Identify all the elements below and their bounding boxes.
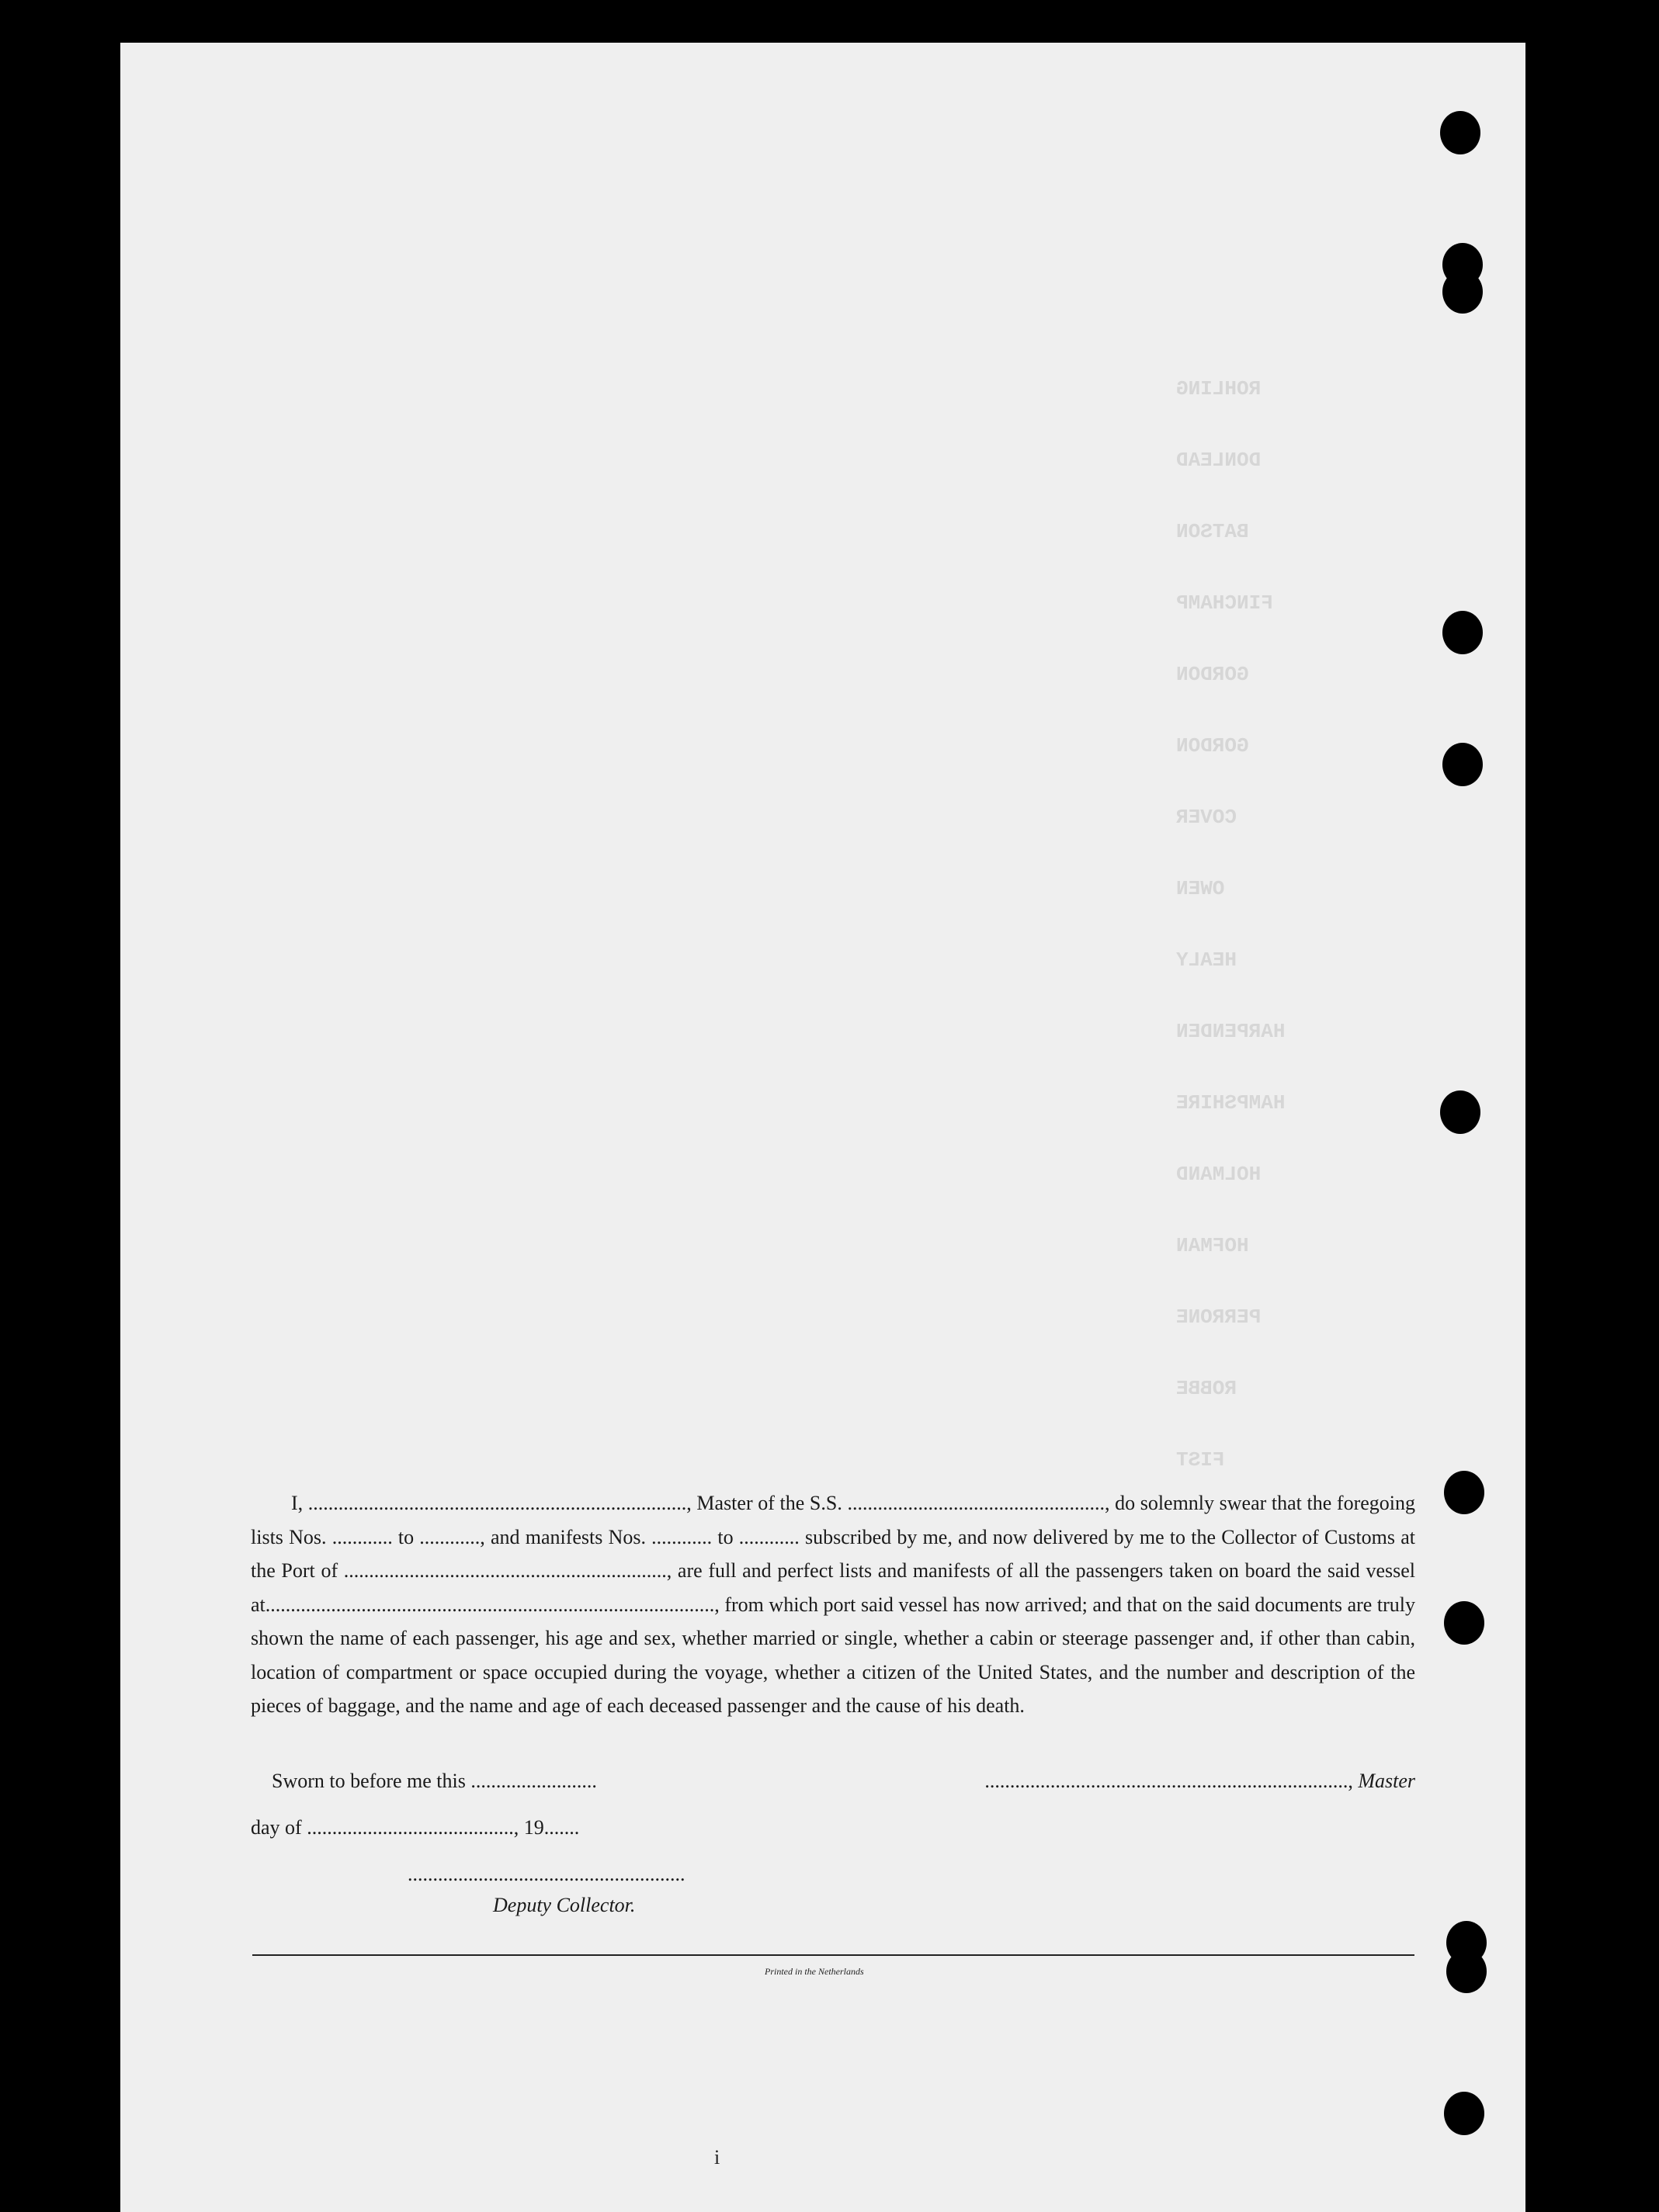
master-declaration: I, ..........................................................................., Master of the S.S. ..................................................., do solemnly swear that the foregoing lists Nos. ............ to ............, and manifests Nos. ............ to ............ subscribed by me, and now delivered by me to the Collector of Customs at the Port of ................................................................, are full and perfect lists and manifests of all the passengers taken on board the said vessel at........................................................................................., from which port said vessel has now arrived; and that on the said documents are truly shown the name of each passenger, his age and sex, whether married or single, whether a cabin or steerage passenger and, if other than cabin, location of compartment or space occupied during the voyage, whether a citizen of the United States, and the number and description of the pieces of baggage, and the name and age of each deceased passenger and the cause of his death. [251,1492,1415,1717]
punch-hole [1444,2092,1484,2135]
bleed-through-text [1176,353,1471,1496]
printed-in-note: Printed in the Netherlands [765,1966,864,1977]
manifest-page [120,43,1525,2212]
day-of-line: day of ........................................., 19....... [251,1816,580,1839]
page-mark: i [714,2146,720,2169]
bleed-name: GORDON [1176,734,1249,758]
bleed-name: HARPENDEN [1176,1020,1286,1043]
punch-hole [1440,111,1480,154]
master-signature-dots: ........................................................................, [984,1770,1353,1792]
bleed-name: HOLMAND [1176,1163,1262,1186]
footer-rule [252,1954,1414,1956]
deputy-collector-label: Deputy Collector. [493,1894,636,1916]
punch-hole [1442,270,1483,314]
punch-hole [1444,1471,1484,1514]
bleed-name: GORDON [1176,663,1249,686]
bleed-name: HAMPSHIRE [1176,1091,1286,1115]
master-label: Master [1358,1770,1415,1792]
bleed-name: OWEN [1176,877,1225,900]
bleed-name: ROBBE [1176,1377,1237,1400]
punch-hole [1442,743,1483,786]
bleed-name: FIST [1176,1448,1225,1472]
bleed-name: COVER [1176,806,1237,829]
master-signature-line [984,1770,1415,1793]
bleed-name: FINCHAMP [1176,591,1273,615]
punch-hole [1440,1090,1480,1134]
bleed-name: PERRONE [1176,1305,1262,1329]
deputy-signature-dots: ....................................................... [408,1863,685,1885]
bleed-name: HOFMAN [1176,1234,1249,1257]
punch-hole [1442,611,1483,654]
punch-hole [1446,1950,1487,1993]
punch-hole [1444,1601,1484,1645]
bleed-name: HEALY [1176,948,1237,972]
bleed-name: ROHLING [1176,377,1262,400]
sworn-before-line: Sworn to before me this ......................... [272,1770,597,1792]
bleed-name: BATSON [1176,520,1249,543]
bleed-name: DONLEAD [1176,449,1262,472]
